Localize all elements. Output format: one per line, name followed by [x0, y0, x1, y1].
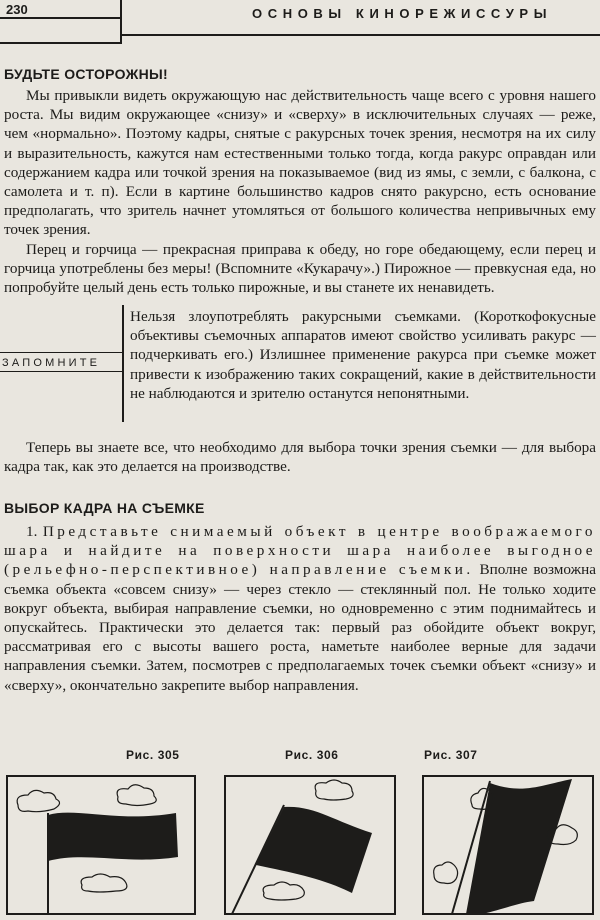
- section-careful-body: [4, 86, 596, 297]
- section-heading-careful: БУДЬТЕ ОСТОРОЖНЫ!: [4, 66, 168, 82]
- paragraph: Теперь вы знаете все, что необходимо для выбора точки зрения съемки — для выбора кадра так, как это делается на производстве.: [4, 439, 596, 476]
- figure-caption-307: Рис. 307: [424, 748, 478, 762]
- running-title: ОСНОВЫ КИНОРЕЖИССУРЫ: [252, 6, 553, 21]
- flag-tilted-illustration: [224, 775, 396, 915]
- section-heading-frame-choice: ВЫБОР КАДРА НА СЪЕМКЕ: [4, 500, 205, 516]
- figure-caption-305: Рис. 305: [126, 748, 180, 762]
- flag-low-angle-illustration: [422, 775, 594, 915]
- header-rule-left: [0, 17, 120, 19]
- remember-label-rule-bottom: [0, 371, 124, 372]
- step-one-paragraph: [4, 522, 596, 695]
- flag-frontal-illustration: [6, 775, 196, 915]
- step-number: 1.: [26, 523, 38, 540]
- paragraph: Мы привыкли видеть окружающую нас действительность чаще всего с уровня нашего роста. Мы видим окружающее «снизу» и «сверху» в исключительных случаях — реже, чем «нормально». Поэтому кадры, снятые с ракурсных точек зрения, несмотря на их силу и выразительность, кажутся нам естественными только тогда, когда ракурс оправдан или содержанием кадра или точкой зрения на показываемое (вид из ямы, с земли, с балкона, с самолета и т. п). Если в картине большинство кадров снято ракурсно, есть основание предполагать, что зритель начнет утомляться от большого количества непривычных ему точек зрения.: [4, 87, 596, 239]
- step-emphasis: Представьте снимаемый объект в центре воображаемого шара и найдите на поверхности шара наиболее выгодное (рельефно-перспективное) направление съемки.: [4, 523, 596, 579]
- remember-label: ЗАПОМНИТЕ: [2, 357, 101, 369]
- remember-label-rule-top: [0, 352, 124, 353]
- figure-caption-306: Рис. 306: [285, 748, 339, 762]
- step-one: [4, 522, 596, 695]
- page-number: 230: [6, 2, 28, 17]
- header-rule-right: [122, 34, 600, 36]
- paragraph: Перец и горчица — прекрасная приправа к обеду, но горе обедающему, если перец и горчица употреблены без меры! (Вспомните «Кукарачу».) Пирожное — превкусная еда, но попробуйте целый день есть только пирожные, и вы станете их ненавидеть.: [4, 240, 596, 297]
- header-rule-vertical: [120, 0, 122, 44]
- remember-box-rule: [122, 305, 124, 422]
- transition-paragraph: [4, 438, 596, 476]
- step-text: Вполне возможна съемка объекта «совсем снизу» — через стекло — стеклянный пол. Не только ходите вокруг объекта, выбирая направление съемки, но одновременно с этим поднимайтесь и опускайтесь. Практически это делается так: первый раз обойдите объект вокруг, рассматривая его с высоты вашего роста, наметьте наиболее верные для задачи направления съемки. Затем, посмотрев с предполагаемых точек съемки объект «снизу» и «сверху», окончательно закрепите выбор направления.: [4, 561, 596, 694]
- remember-text: Нельзя злоупотреблять ракурсными съемками. (Короткофокусные объективы съемочных аппаратов имеют свойство усиливать ракурс — подчеркивать его.) Излишнее применение ракурса при съемке может привести к изображению таких сокращений, какие в действительности не наблюдаются и зрителю останутся непонятными.: [130, 308, 596, 402]
- header-rule-bottom: [0, 42, 122, 44]
